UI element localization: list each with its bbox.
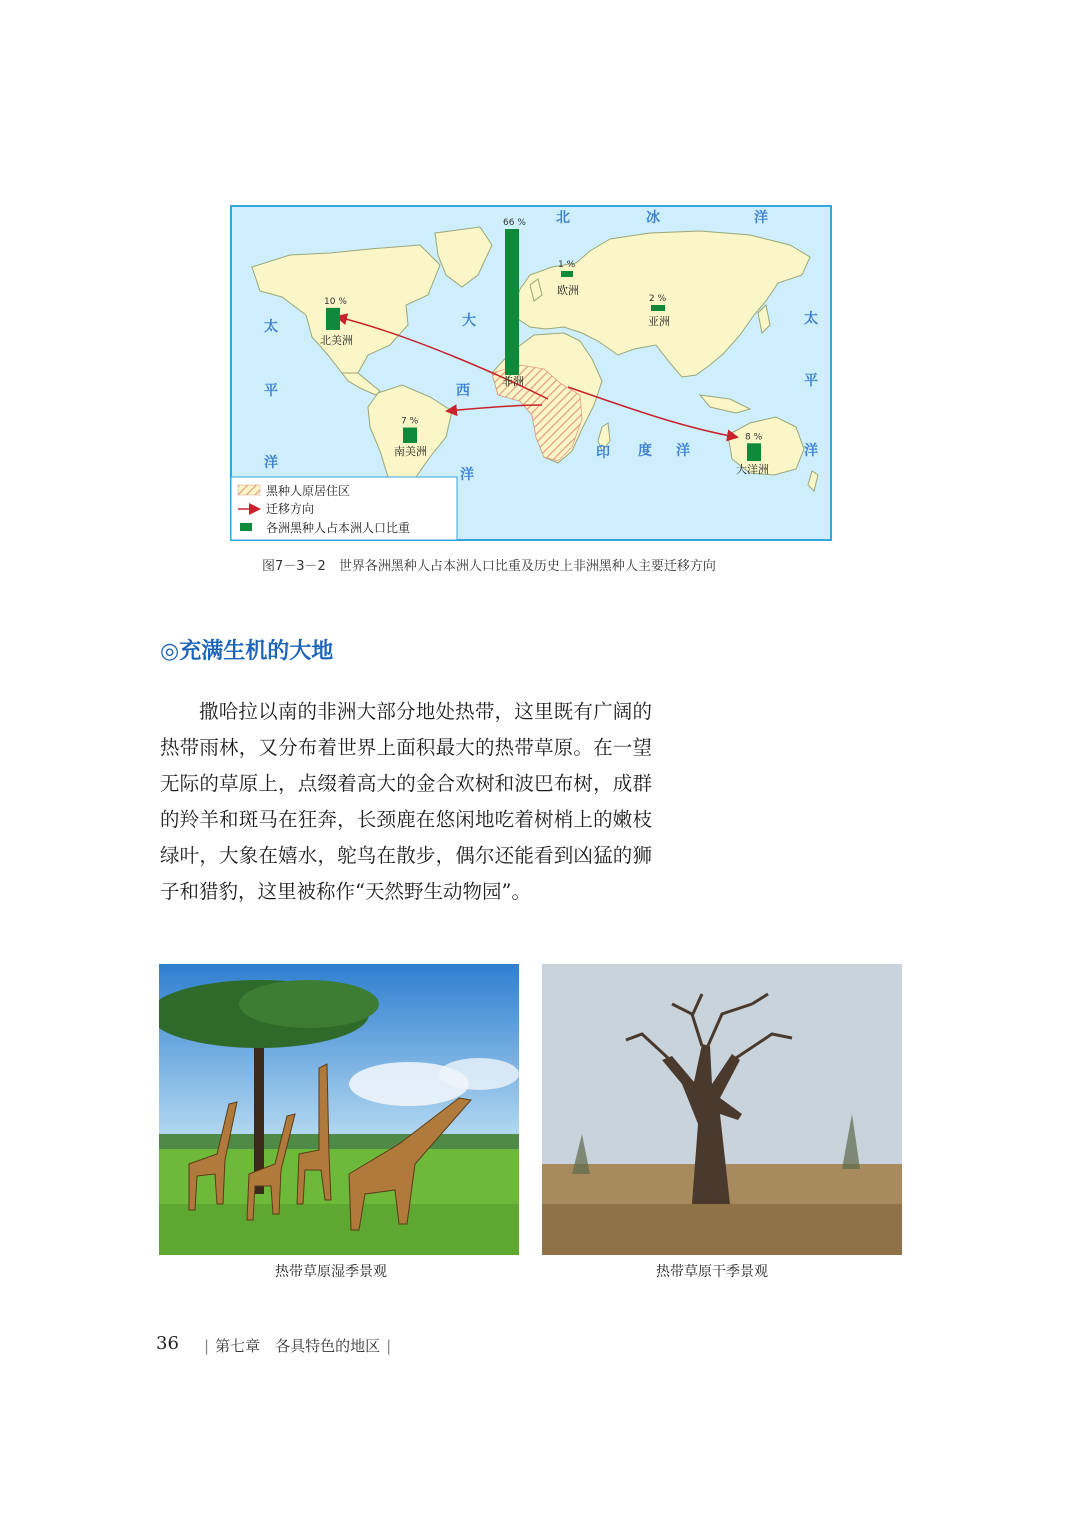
label-africa: 非洲	[502, 375, 524, 388]
bar-label-5: 1 %	[558, 260, 576, 270]
figure-caption: 图7－3－2 世界各洲黑种人占本洲人口比重及历史上非洲黑种人主要迁移方向	[262, 559, 716, 574]
body-paragraph: 撒哈拉以南的非洲大部分地处热带，这里既有广阔的热带雨林，又分布着世界上面积最大的热带草原。在一望无际的草原上，点缀着高大的金合欢树和波巴布树，成群的羚羊和斑马在狂奔，长颈鹿在悠闲地吃着树梢上的嫩枝绿叶，大象在嬉水，鸵鸟在散步，偶尔还能看到凶猛的狮子和猎豹，这里被称作“天然野生动物园”。	[160, 700, 652, 903]
ocean-pacific-right-1: 太	[804, 311, 818, 327]
label-north-america: 北美洲	[320, 334, 353, 347]
ocean-pacific-right-3: 洋	[804, 443, 818, 459]
bar-1	[326, 308, 340, 330]
ocean-indian-2: 度	[638, 443, 652, 459]
label-south-america: 南美洲	[394, 445, 427, 458]
bar-4	[651, 305, 665, 311]
legend-bar-swatch	[240, 523, 252, 531]
ocean-atlantic-1: 大	[462, 313, 476, 329]
legend-hatch-swatch	[238, 485, 260, 495]
photo-savanna-wet-season	[159, 964, 519, 1255]
ocean-pacific-left-2: 平	[264, 383, 278, 399]
legend-homeland: 黑种人原居住区	[266, 484, 351, 498]
ocean-pacific-left-1: 太	[264, 319, 278, 335]
ocean-indian-3: 洋	[676, 443, 690, 459]
ocean-atlantic-2: 西	[456, 383, 470, 399]
ocean-atlantic-3: 洋	[460, 467, 474, 483]
bar-label-3: 7 %	[401, 416, 419, 427]
bar-3	[403, 428, 417, 443]
photo-savanna-dry-season	[542, 964, 902, 1255]
photo-caption-wet: 热带草原湿季景观	[275, 1264, 387, 1280]
bar-0	[505, 229, 519, 375]
bar-label-2: 8 %	[745, 432, 763, 443]
world-black-population-map	[230, 205, 832, 541]
photo-caption-dry: 热带草原干季景观	[656, 1264, 768, 1280]
bar-2	[747, 443, 761, 461]
ocean-arctic-1: 北	[556, 210, 570, 226]
ocean-indian-1: 印	[596, 445, 610, 461]
ocean-arctic-3: 洋	[754, 210, 768, 226]
legend-migration: 迁移方向	[266, 502, 315, 516]
ocean-pacific-right-2: 平	[804, 373, 818, 389]
legend-ratio: 各洲黑种人占本洲人口比重	[266, 521, 411, 535]
ocean-pacific-left-3: 洋	[264, 455, 278, 471]
bar-label-4: 2 %	[649, 294, 667, 304]
bar-label-1: 10 %	[324, 296, 347, 307]
label-oceania: 大洋洲	[736, 463, 769, 476]
label-europe: 欧洲	[557, 284, 579, 297]
chapter-header	[198, 1335, 397, 1356]
label-asia: 亚洲	[648, 315, 670, 328]
section-title: ◎充满生机的大地	[160, 639, 334, 664]
bar-5	[561, 271, 573, 277]
chapter-title: 第七章 各具特色的地区	[215, 1337, 381, 1355]
divider-left: |	[204, 1337, 210, 1355]
bar-label-0: 66 %	[503, 218, 526, 228]
map-legend	[231, 477, 457, 540]
ocean-arctic-2: 冰	[646, 210, 660, 226]
page-number: 36	[156, 1333, 179, 1354]
divider-right: |	[386, 1337, 392, 1355]
